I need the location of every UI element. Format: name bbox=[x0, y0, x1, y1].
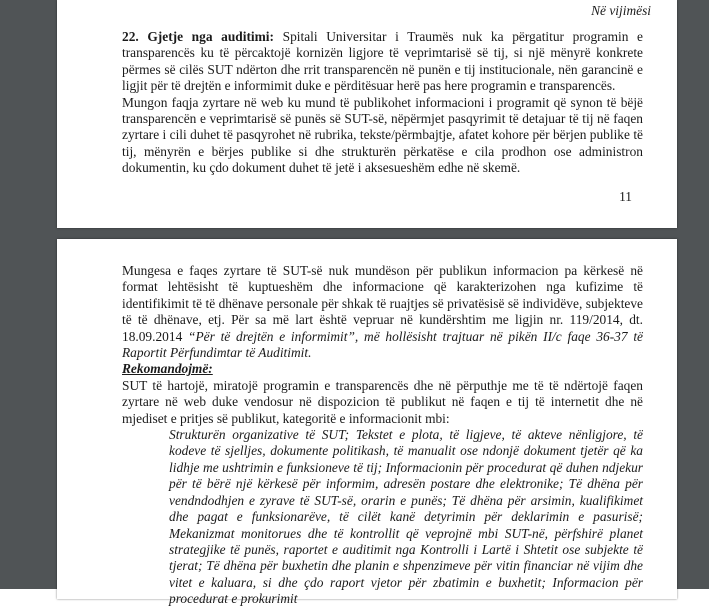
missing-website-paragraph: Mungon faqja zyrtare në web ku mund të publikohet informacioni i programit që synon të bëjë transparencën e veprimtarisë së punës së SUT-së, nëpërmjet pasqyrimit të detajuar të tij në faqen zyrtare i cili duhet të pasqyrohet në rubrika, tekste/përmbajtje, afatet kohore për bërjen publike të tij, mënyrën e bërjes publike si dhe strukturën përkatëse e cila prodhon ose administron dokumentin, ku çdo dokument duhet të jetë i aksesueshëm edhe në skemë. bbox=[122, 94, 643, 176]
law-reference: “Për të drejtën e informimit”, më hollësisht trajtuar në pikën II/c faqe 36-37 të Raportit Përfundimtar të Auditimit. bbox=[122, 328, 643, 361]
page2-content bbox=[122, 263, 643, 608]
finding-label: 22. Gjetje nga auditimi: bbox=[122, 29, 274, 44]
page-11 bbox=[57, 0, 677, 228]
page-header: Në vijimësi bbox=[591, 3, 651, 18]
violation-text: Mungesa e faqes zyrtare të SUT-së nuk mundëson për publikun informacion pa kërkesë në format lehtësisht të kuptueshëm dhe informacione që karakterizohen nga kufizime të identifikimit të të dhënave personale për shkak të ruajtjes së privatësisë së individëve, subjekteve të të dhënave, etj. Për sa më lart është vepruar në kundërshtim me ligjin nr. 119/2014, dt. 18.09.2014 bbox=[122, 263, 643, 344]
page-number: 11 bbox=[619, 189, 632, 204]
page-12 bbox=[57, 239, 677, 607]
finding-paragraph bbox=[122, 29, 643, 95]
finding-text: Spitali Universitar i Traumës nuk ka përgatitur programin e transparencës ku të përcaktojë kornizën ligjore të veprimtarisë së tij, si një mënyrë konkrete përmes së cilës SUT ndërton dhe rrit transparencën në punën e tij institucionale, nën garancinë e ligjit për të drejtën e informimit duke e përditësuar herë pas here programin e transparencës. bbox=[122, 29, 643, 94]
finding-section bbox=[122, 29, 643, 177]
recommendation-heading: Rekomandojmë: bbox=[122, 361, 213, 377]
recommendation-paragraph: SUT të hartojë, miratojë programin e transparencës dhe në përputhje me të të ndërtojë faqen zyrtare në web duke vendosur në dispozicion të publikut në faqen e tij të internetit dhe në mjediset e pritjes së publikut, kategoritë e informacionit mbi: bbox=[122, 377, 643, 426]
categories-list: Strukturën organizative të SUT; Tekstet e plota, të ligjeve, të akteve nënligjore, të kodeve të sjelljes, dokumente politikash, të manualit ose ndonjë dokument tjetër që ka lidhje me ushtrimin e funksioneve të tij; Informacionin për procedurat që duhen ndjekur për të bërë një kërkesë për informim, adresën postare dhe elektronike; Të dhëna për vendndodhjen e zyrave të SUT-së, orarin e punës; Të dhëna për arsimin, kualifikimet dhe pagat e funksionarëve, të cilët kanë detyrimin për deklarimin e pasurisë; Mekanizmat monitorues dhe të kontrollit që veprojnë mbi SUT-në, përfshirë planet strategjike të punës, raportet e auditimit nga Kontrolli i Lartë i Shtetit ose subjekte të tjerat; Të dhëna për buxhetin dhe planin e shpenzimeve për vitin financiar në vijim dhe vitet e kaluara, si dhe çdo raport vjetor për zbatimin e buxhetit; Informacion për procedurat e prokurimit bbox=[169, 427, 643, 607]
violation-paragraph bbox=[122, 263, 643, 361]
